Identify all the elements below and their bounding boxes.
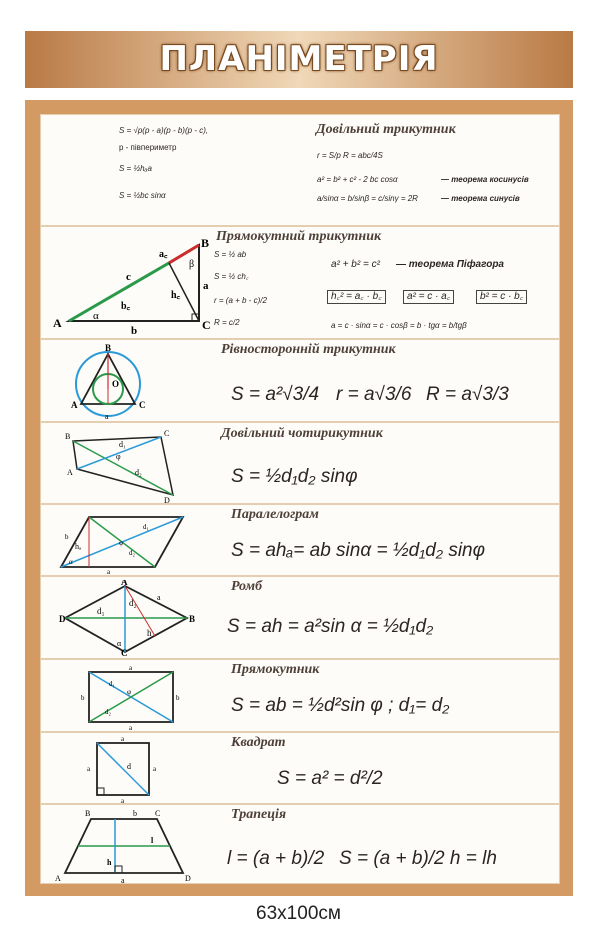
section-equilateral <box>40 339 560 422</box>
midline-l-label: l <box>151 836 154 845</box>
diagonal-d2-label: d₂ <box>105 708 111 716</box>
poster-frame <box>25 16 573 896</box>
section-rectangle <box>40 659 560 732</box>
section-heading: Квадрат <box>231 735 286 750</box>
vertex-c-label: C <box>164 429 170 438</box>
circumradius-formula: R = c/2 <box>214 318 240 327</box>
radii-formula: r = S/p R = abc/4S <box>317 151 383 160</box>
angle-alpha-label: α <box>69 558 73 566</box>
circumradius-formula: R = a√3/3 <box>426 384 509 405</box>
vertex-c-label: C <box>155 809 161 818</box>
heron-formula: S = √p(p - a)(p - b)(p - c), <box>119 126 209 135</box>
diagonal-d-label: d <box>127 762 131 771</box>
section-quadrilateral <box>40 422 560 504</box>
section-parallelogram <box>40 504 560 576</box>
vertex-c-label: C <box>121 648 128 656</box>
angle-phi-label: φ <box>119 539 124 547</box>
area-height-formula: S = ½ ch꜀ <box>214 272 249 281</box>
vertex-c-label: C <box>202 318 211 332</box>
diagonal-d1-label: d₁ <box>97 606 105 616</box>
rhombus-figure <box>59 580 195 656</box>
parallelogram-figure <box>55 509 191 575</box>
relation-a-box: a² = c · a꜀ <box>403 290 454 304</box>
angle-alpha-label: α <box>117 639 122 648</box>
side-a-label: a <box>203 280 209 292</box>
section-heading: Прямокутник <box>231 662 320 677</box>
page-title: ПЛАНІМЕТРІЯ <box>159 39 439 79</box>
section-heading: Трапеція <box>231 807 287 822</box>
section-heading: Рівносторонній трикутник <box>221 342 396 357</box>
side-a-label: a <box>157 593 161 602</box>
vertex-c-label: C <box>139 400 146 410</box>
pythagoras-label: — теорема Піфагора <box>396 259 504 270</box>
vertex-a-label: A <box>67 468 73 477</box>
side-b-right-label: b <box>176 694 180 702</box>
height-h-label: h <box>147 628 152 638</box>
relation-b-box: b² = c · b꜀ <box>476 290 527 304</box>
right-triangle-figure <box>51 233 221 337</box>
area-formula: S = ½d₁d₂ sinφ <box>231 466 358 487</box>
angle-phi-label: φ <box>127 688 132 696</box>
rectangle-figure <box>79 664 189 730</box>
side-a-top-label: a <box>121 737 125 743</box>
inradius-formula: r = (a + b - c)/2 <box>214 296 267 305</box>
side-b-label: b <box>131 325 138 337</box>
angle-beta-label: β <box>189 259 195 270</box>
section-heading: Ромб <box>231 579 263 594</box>
relation-hc-box: h꜀² = a꜀ · b꜀ <box>327 290 386 304</box>
side-a-bottom-label: a <box>121 797 125 803</box>
segment-ac-label: a꜀ <box>159 249 168 260</box>
side-c-label: c <box>126 271 131 283</box>
sine-formula: a/sinα = b/sinβ = c/sinγ = 2R <box>317 194 418 203</box>
height-ha-label: hₐ <box>75 542 82 551</box>
base-b-label: b <box>133 809 137 818</box>
center-o-label: O <box>112 379 120 389</box>
vertex-d-label: D <box>164 496 170 503</box>
diagonal-d1-label: d₁ <box>109 680 115 688</box>
cosine-theorem-label: — теорема косинусів <box>441 175 529 184</box>
side-a-label: a <box>105 412 109 421</box>
vertex-a-label: A <box>55 874 61 883</box>
trapezoid-figure <box>51 807 201 884</box>
area-formula: S = a² = d²/2 <box>277 768 383 789</box>
side-a-right-label: a <box>153 765 157 773</box>
square-figure <box>83 737 167 803</box>
sine-theorem-label: — теорема синусів <box>441 194 520 203</box>
section-heading: Довільний чотирикутник <box>221 426 383 441</box>
diagonal-d1-label: d₁ <box>143 523 149 531</box>
vertex-b-label: B <box>85 809 91 818</box>
pythagoras-formula: a² + b² = c² <box>331 259 380 270</box>
vertex-d-label: D <box>59 614 66 624</box>
vertex-a-label: A <box>53 316 62 330</box>
vertex-b-label: B <box>189 614 195 624</box>
area-legs-formula: S = ½ ab <box>214 250 247 259</box>
side-b-label: b <box>81 694 85 702</box>
section-right-triangle <box>40 226 560 339</box>
midline-formula: l = (a + b)/2 <box>227 848 325 869</box>
size-label: 63x100см <box>256 903 341 924</box>
height-h-label: h <box>107 858 112 867</box>
section-general-triangle <box>40 114 560 226</box>
side-a-label: a <box>107 568 111 575</box>
title-banner <box>25 16 573 100</box>
section-rhombus <box>40 576 560 659</box>
diagonal-d2-label: d₂ <box>129 598 137 608</box>
area-formula: S = ab = ½d²sin φ ; d₁= d₂ <box>231 695 450 716</box>
side-a-left-label: a <box>87 765 91 773</box>
section-heading: Довільний трикутник <box>316 122 456 137</box>
base-a-label: a <box>121 876 125 885</box>
area-formula: S = a²√3/4 <box>231 384 320 405</box>
vertex-a-label: A <box>121 580 128 587</box>
trig-relations: a = c · sinα = c · cosβ = b · tgα = b/tgβ <box>331 321 467 330</box>
vertex-d-label: D <box>185 874 191 883</box>
angle-alpha-label: α <box>93 310 99 322</box>
equilateral-figure <box>61 342 161 422</box>
vertex-a-label: A <box>71 400 78 410</box>
height-hc-label: h꜀ <box>171 290 181 301</box>
area-formula: S = ahₐ= ab sinα = ½d₁d₂ sinφ <box>231 540 486 561</box>
section-trapezoid <box>40 804 560 884</box>
segment-bc-label: b꜀ <box>121 301 131 312</box>
area-height-formula: S = ½hₐa <box>119 164 152 173</box>
vertex-b-label: B <box>65 432 71 441</box>
section-square <box>40 732 560 804</box>
diagonal-d2-label: d₂ <box>135 468 142 477</box>
section-heading: Прямокутний трикутник <box>216 229 382 244</box>
quadrilateral-figure <box>61 427 181 503</box>
angle-phi-label: φ <box>116 452 121 461</box>
area-formula: S = (a + b)/2 h = lh <box>339 848 497 869</box>
cosine-formula: a² = b² + c² - 2 bc cosα <box>317 175 398 184</box>
area-formula: S = ah = a²sin α = ½d₁d₂ <box>227 616 434 637</box>
side-b-label: b <box>65 533 69 541</box>
diagonal-d2-label: d₂ <box>129 549 135 557</box>
semiperimeter-note: p - півпериметр <box>119 143 177 152</box>
side-a-top-label: a <box>129 664 133 672</box>
diagonal-d1-label: d₁ <box>119 440 126 449</box>
vertex-b-label: B <box>201 236 210 250</box>
section-heading: Паралелограм <box>231 507 319 522</box>
vertex-b-label: B <box>105 343 112 353</box>
area-sine-formula: S = ½bc sinα <box>119 191 166 200</box>
side-a-bottom-label: a <box>129 724 133 730</box>
inradius-formula: r = a√3/6 <box>336 384 412 405</box>
